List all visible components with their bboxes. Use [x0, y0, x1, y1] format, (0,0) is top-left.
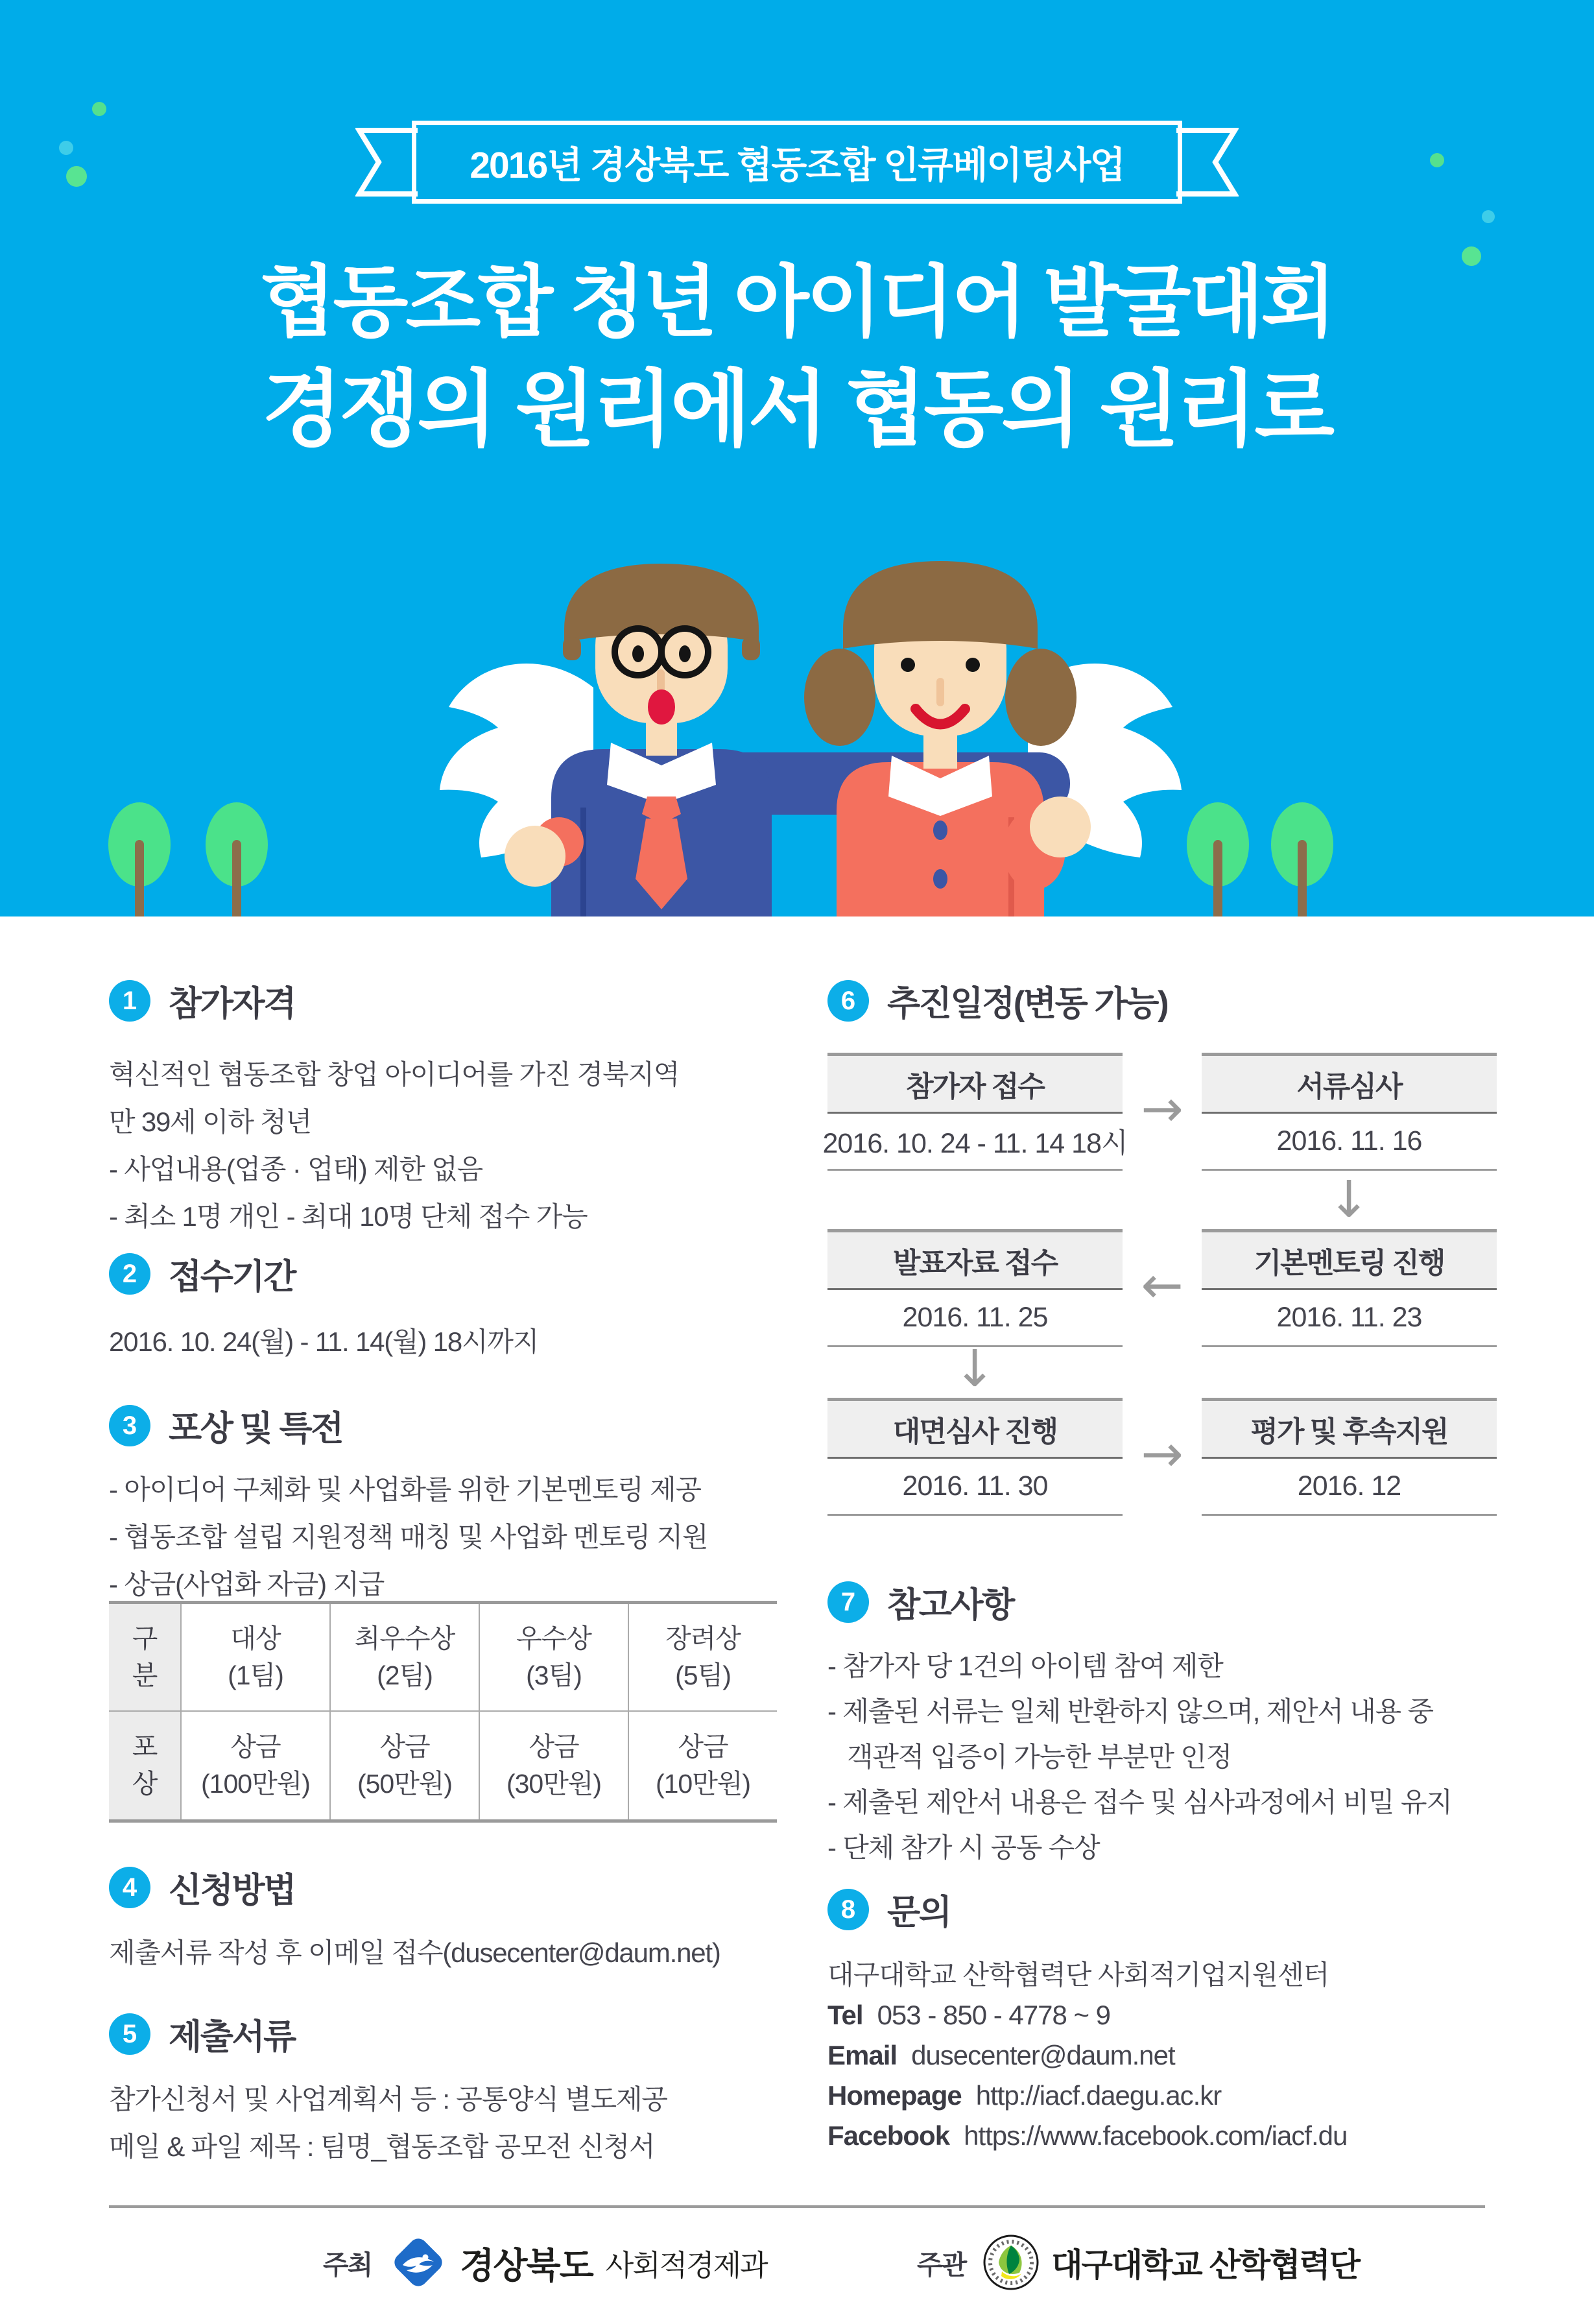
step-date: 2016. 10. 24 - 11. 14 18시: [827, 1114, 1123, 1171]
step-name: 대면심사 진행: [827, 1401, 1123, 1459]
schedule-flow: [822, 1053, 1497, 1516]
gyeongbuk-logo-icon: [388, 2233, 448, 2292]
tree-icon: [108, 802, 171, 916]
awards-prize-cell: [329, 1712, 479, 1819]
awards-rank-cell: [329, 1604, 479, 1712]
section-number-badge: 5: [109, 2013, 150, 2055]
deco-dot: [59, 141, 73, 155]
section-how-to-apply: [109, 1863, 778, 1976]
host-label: 주최: [323, 2249, 372, 2280]
section-title: 문의: [887, 1893, 951, 1932]
body-line: 메일 & 파일 제목 : 팀명_협동조합 공모전 신청서: [109, 2131, 655, 2162]
rank-name: 최우수상: [354, 1623, 455, 1653]
step-name: 참가자 접수: [827, 1056, 1123, 1114]
step-date: 2016. 11. 23: [1202, 1290, 1497, 1347]
footer-organizer: [917, 2229, 1359, 2296]
schedule-step: [1202, 1053, 1497, 1171]
section-number-badge: 7: [827, 1581, 869, 1623]
arrow-right-icon: →: [1141, 1425, 1184, 1483]
arrow-down-icon: ↓: [1327, 1171, 1370, 1229]
body-line: - 제출된 제안서 내용은 접수 및 심사과정에서 비밀 유지: [827, 1787, 1452, 1817]
contact-value: http://iacf.daegu.ac.kr: [975, 2080, 1222, 2111]
step-date: 2016. 12: [1202, 1459, 1497, 1516]
section-header: [109, 1249, 778, 1299]
ribbon-tail-right-icon: [1174, 127, 1239, 198]
prize-label: 상금: [379, 1732, 430, 1762]
contact-homepage: [827, 2076, 1497, 2116]
body-line: - 상금(사업화 자금) 지급: [109, 1569, 385, 1599]
poster-title-line1: 협동조합 청년 아이디어 발굴대회: [260, 259, 1334, 346]
section-title: 참가자격: [169, 985, 295, 1023]
awards-row-header: 포상: [109, 1712, 180, 1819]
step-name: 평가 및 후속지원: [1202, 1401, 1497, 1459]
awards-rank-cell: [180, 1604, 329, 1712]
section-contact: [827, 1885, 1497, 2156]
section-title: 제출서류: [169, 2018, 295, 2056]
awards-rank-cell: [628, 1604, 777, 1712]
rank-name: 우수상: [516, 1623, 591, 1653]
host-name: 경상북도: [460, 2245, 593, 2286]
body-line: 혁신적인 협동조합 창업 아이디어를 가진 경북지역: [109, 1059, 680, 1090]
section-header: [109, 976, 778, 1025]
contact-label: Homepage: [827, 2080, 962, 2111]
section-header: [109, 1401, 778, 1450]
daegu-university-seal-icon: [982, 2234, 1040, 2291]
section-number-badge: 8: [827, 1889, 869, 1930]
prize-amount: (30만원): [506, 1769, 602, 1799]
prize-label: 상금: [529, 1732, 579, 1762]
section-header: [109, 1863, 778, 1912]
contact-label: Facebook: [827, 2120, 950, 2151]
deco-dot: [1430, 153, 1444, 167]
contact-email: [827, 2035, 1497, 2076]
section-number-badge: 4: [109, 1867, 150, 1908]
ribbon-tail-left-icon: [355, 127, 420, 198]
arrow-right-icon: →: [1141, 1080, 1184, 1138]
section-header: [109, 2009, 778, 2059]
schedule-step: [827, 1229, 1123, 1347]
section-schedule: [827, 976, 1497, 1025]
contact-label: Tel: [827, 2000, 863, 2030]
prize-amount: (50만원): [357, 1769, 453, 1799]
prize-label: 상금: [230, 1732, 281, 1762]
section-period: [109, 1249, 778, 1365]
rank-teams: (3팀): [526, 1660, 582, 1690]
awards-rank-cell: [479, 1604, 628, 1712]
poster-title-line2: 경쟁의 원리에서 협동의 원리로: [261, 363, 1333, 456]
section-title: 접수기간: [169, 1258, 295, 1296]
organizer-label: 주관: [917, 2249, 966, 2280]
contact-value: dusecenter@daum.net: [911, 2040, 1175, 2070]
footer-host: [323, 2229, 767, 2296]
body-line: - 사업내용(업종 · 업태) 제한 없음: [109, 1154, 482, 1184]
body-line: 객관적 입증이 가능한 부분만 인정: [847, 1742, 1232, 1772]
contact-label: Email: [827, 2040, 898, 2070]
footer-divider: [109, 2205, 1485, 2208]
prize-label: 상금: [678, 1732, 728, 1762]
section-title: 포상 및 특전: [169, 1409, 342, 1448]
body-line: - 아이디어 구체화 및 사업화를 위한 기본멘토링 제공: [109, 1474, 701, 1505]
step-date: 2016. 11. 16: [1202, 1114, 1497, 1171]
schedule-step: [1202, 1398, 1497, 1516]
rank-name: 장려상: [665, 1623, 741, 1653]
organizer-name: 대구대학교 산학협력단: [1051, 2247, 1360, 2283]
host-dept: 사회적경제과: [605, 2248, 767, 2282]
tree-icon: [206, 802, 268, 916]
deco-dot: [66, 166, 87, 187]
awards-prize-cell: [479, 1712, 628, 1819]
rank-name: 대상: [230, 1623, 281, 1653]
step-date: 2016. 11. 30: [827, 1459, 1123, 1516]
body-line: - 협동조합 설립 지원정책 매칭 및 사업화 멘토링 지원: [109, 1522, 708, 1552]
step-name: 서류심사: [1202, 1056, 1497, 1114]
ribbon-text: 2016년 경상북도 협동조합 인큐베이팅사업: [470, 145, 1124, 186]
body-line: - 참가자 당 1건의 아이템 참여 제한: [827, 1651, 1223, 1681]
rank-teams: (2팀): [377, 1660, 433, 1690]
arrow-left-icon: ←: [1141, 1256, 1184, 1315]
rank-teams: (5팀): [675, 1660, 731, 1690]
schedule-step: [822, 1053, 1128, 1171]
body-line: 제출서류 작성 후 이메일 접수(dusecenter@daum.net): [109, 1937, 720, 1968]
body-line: 2016. 10. 24(월) - 11. 14(월) 18시까지: [109, 1326, 539, 1357]
section-number-badge: 3: [109, 1405, 150, 1446]
awards-row-header: 구분: [109, 1604, 180, 1712]
prize-amount: (10만원): [655, 1769, 751, 1799]
section-number-badge: 2: [109, 1253, 150, 1295]
contact-tel: [827, 1995, 1497, 2035]
contact-value: 053 - 850 - 4778 ~ 9: [877, 2000, 1111, 2030]
section-number-badge: 6: [827, 980, 869, 1022]
section-rewards: [109, 1401, 778, 1608]
contact-value: https://www.facebook.com/iacf.du: [964, 2120, 1348, 2151]
awards-table: [109, 1601, 777, 1823]
section-number-badge: 1: [109, 980, 150, 1022]
awards-prize-cell: [180, 1712, 329, 1819]
body-line: 참가신청서 및 사업계획서 등 : 공통양식 별도제공: [109, 2084, 667, 2114]
tree-icon: [1271, 802, 1333, 916]
section-title: 참고사항: [887, 1586, 1014, 1624]
deco-dot: [1482, 210, 1495, 223]
ribbon-badge: [412, 121, 1182, 204]
step-name: 발표자료 접수: [827, 1232, 1123, 1290]
section-header: [827, 1577, 1497, 1627]
body-line: 만 39세 이하 청년: [109, 1107, 311, 1137]
section-header: [827, 976, 1497, 1025]
awards-prize-cell: [628, 1712, 777, 1819]
hero-banner: [0, 0, 1594, 916]
arrow-down-icon: ↓: [953, 1340, 996, 1398]
section-header: [827, 1885, 1497, 1934]
prize-amount: (100만원): [201, 1769, 310, 1799]
step-date: 2016. 11. 25: [827, 1290, 1123, 1347]
section-title: 추진일정(변동 가능): [887, 985, 1168, 1023]
characters-illustration: [389, 551, 1232, 916]
rank-teams: (1팀): [228, 1660, 283, 1690]
section-eligibility: [109, 976, 778, 1240]
body-line: - 최소 1명 개인 - 최대 10명 단체 접수 가능: [109, 1201, 588, 1232]
section-documents: [109, 2009, 778, 2170]
body-line: - 제출된 서류는 일체 반환하지 않으며, 제안서 내용 중: [827, 1696, 1433, 1727]
schedule-step: [1202, 1229, 1497, 1347]
section-notes: [827, 1577, 1497, 1871]
schedule-step: [827, 1398, 1123, 1516]
section-title: 신청방법: [169, 1871, 295, 1910]
step-name: 기본멘토링 진행: [1202, 1232, 1497, 1290]
body-line: - 단체 참가 시 공동 수상: [827, 1832, 1100, 1863]
contact-org: 대구대학교 산학협력단 사회적기업지원센터: [827, 1959, 1329, 1990]
contact-facebook: [827, 2116, 1497, 2156]
deco-dot: [92, 102, 106, 116]
